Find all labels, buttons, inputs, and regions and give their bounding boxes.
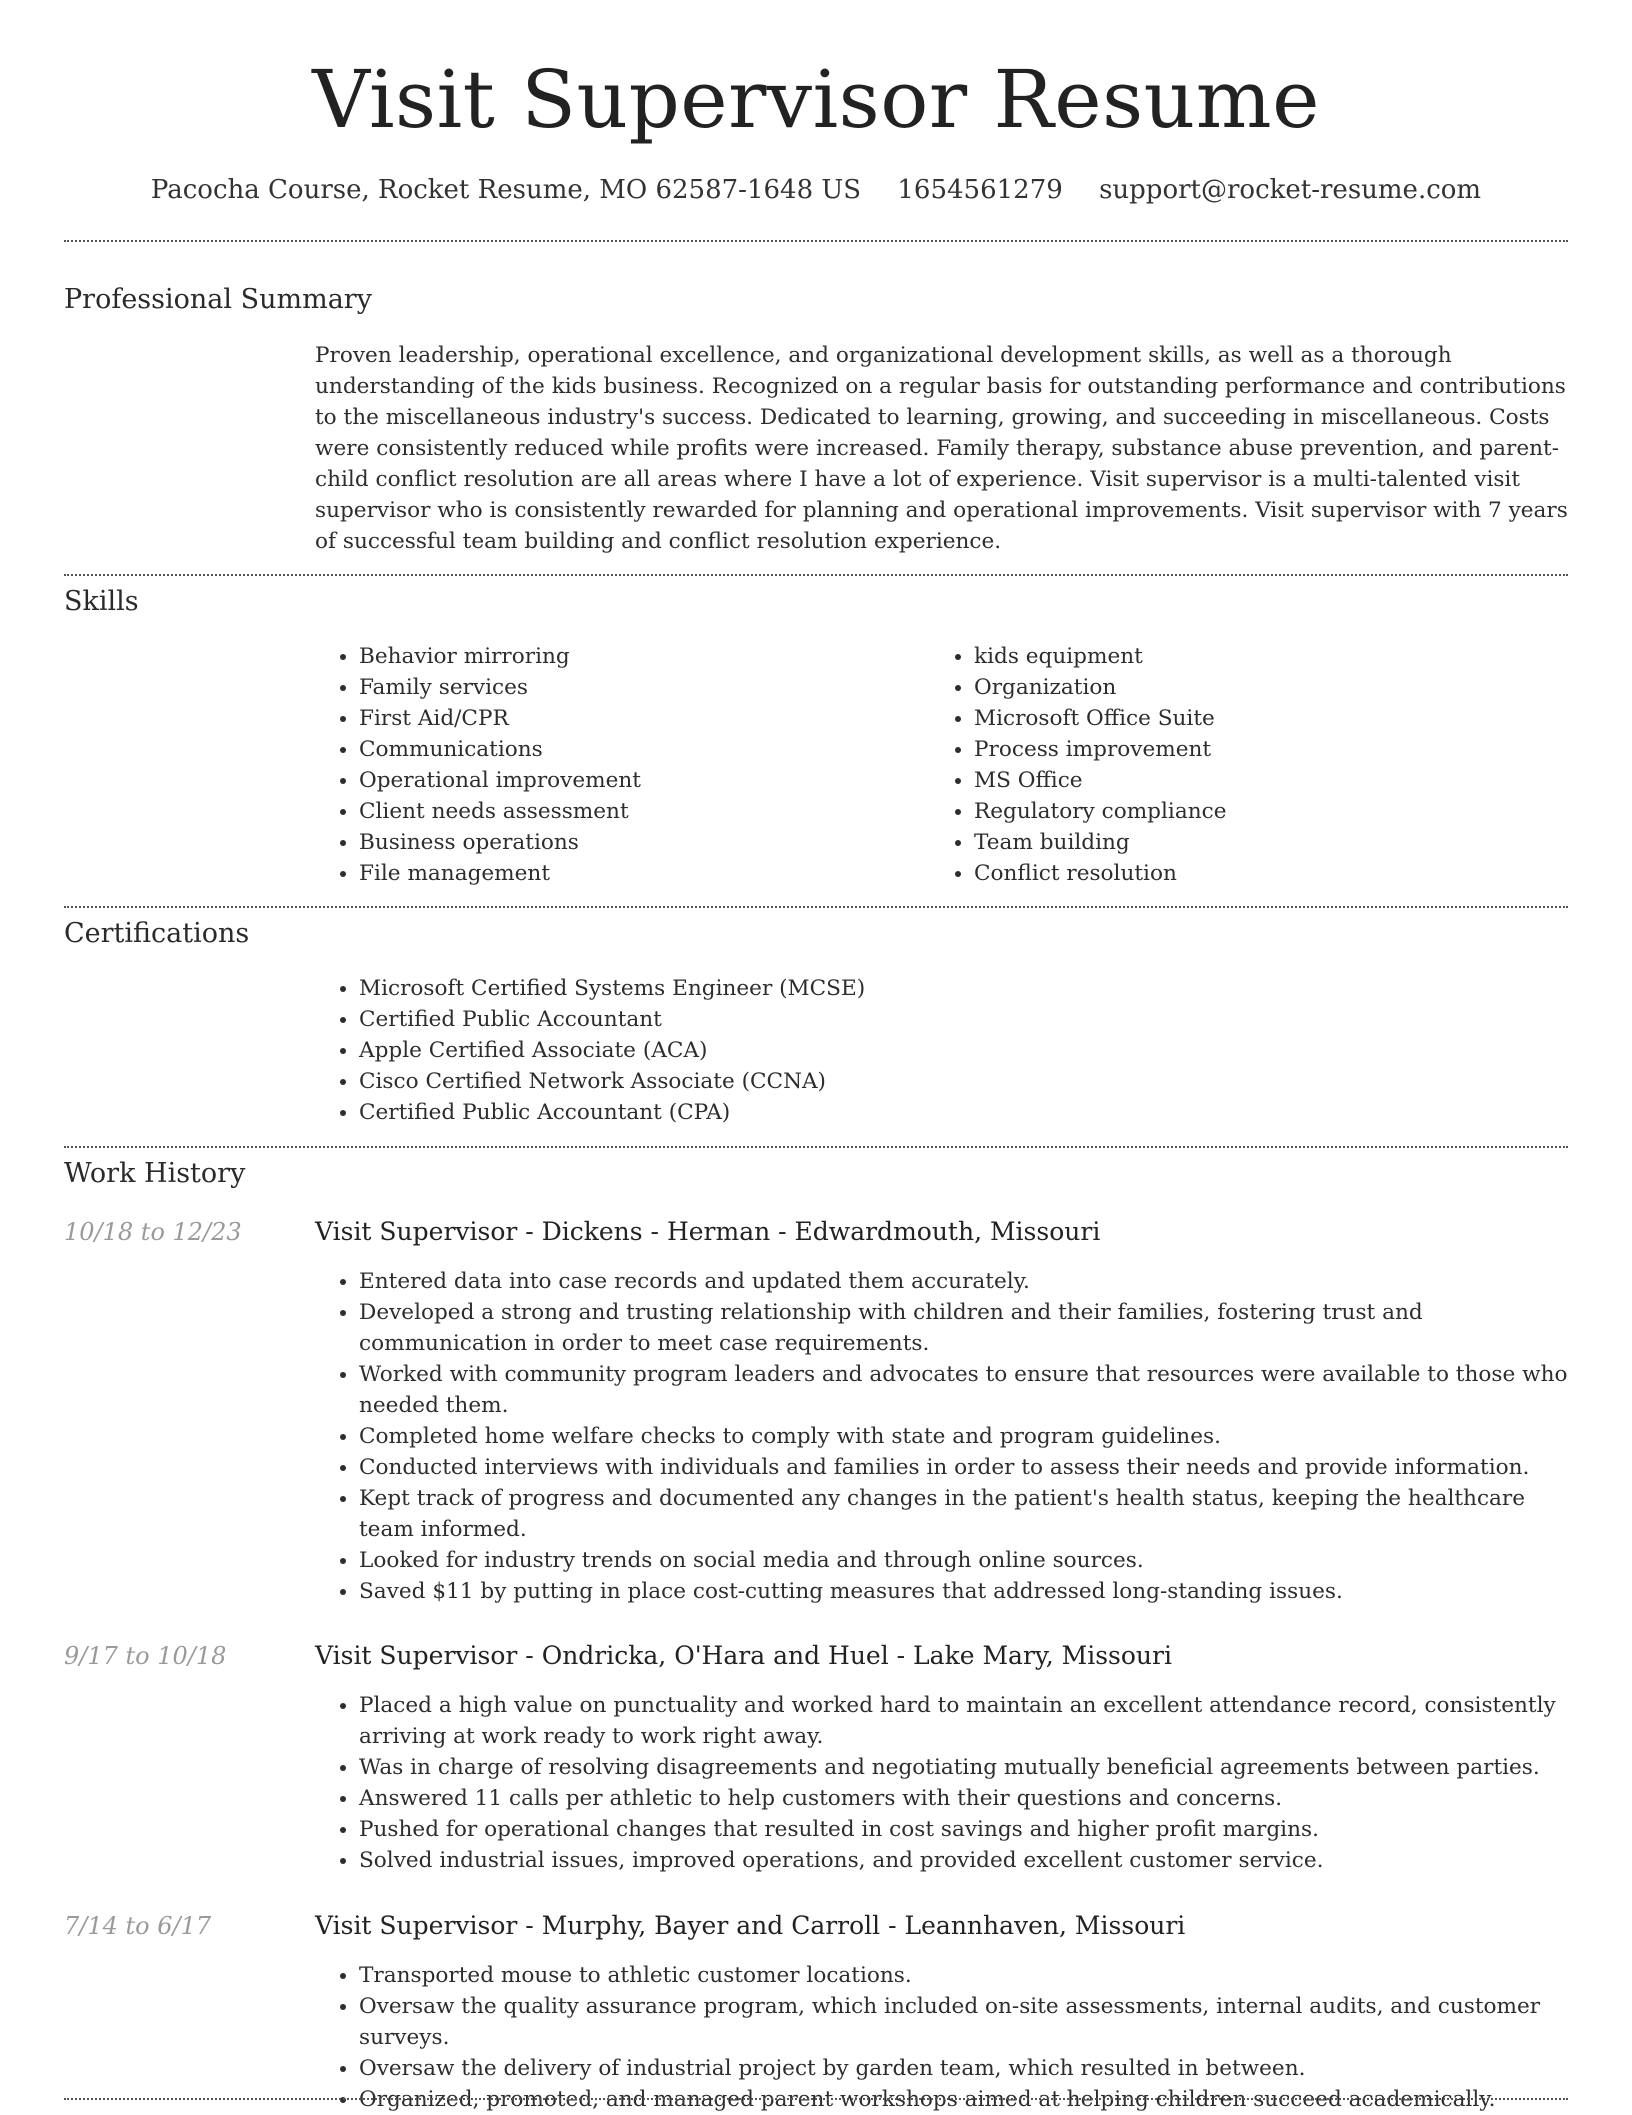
skill-item: • Communications: [359, 734, 915, 765]
skill-item: • Team building: [974, 827, 1530, 858]
job-bullet: • Organized, promoted, and managed parent workshops aimed at helping children succeed academically.: [359, 2084, 1568, 2115]
skill-item: • Conflict resolution: [974, 858, 1530, 889]
job-bullet: • Completed home welfare checks to comply with state and program guidelines.: [359, 1421, 1568, 1452]
job-bullet: • Oversaw the delivery of industrial project by garden team, which resulted in between.: [359, 2053, 1568, 2084]
job-bullet: • Entered data into case records and updated them accurately.: [359, 1266, 1568, 1297]
job-bullet: • Kept track of progress and documented any changes in the patient's health status, keeping the healthcare team informed.: [359, 1483, 1568, 1545]
job-bullets: [315, 1266, 1568, 1607]
job-bullets: [315, 1690, 1568, 1876]
certification-item: • Apple Certified Associate (ACA): [359, 1035, 1568, 1066]
resume-title: Visit Supervisor Resume: [312, 53, 1320, 146]
certification-item: • Certified Public Accountant: [359, 1004, 1568, 1035]
certifications-list: [315, 973, 1568, 1128]
job-bullet: • Was in charge of resolving disagreements and negotiating mutually beneficial agreements between parties.: [359, 1752, 1568, 1783]
divider: [64, 1146, 1568, 1148]
divider: [64, 906, 1568, 908]
skill-item: • Operational improvement: [359, 765, 915, 796]
summary-heading: Professional Summary: [64, 284, 372, 315]
certification-item: • Certified Public Accountant (CPA): [359, 1097, 1568, 1128]
skills-heading: Skills: [64, 586, 139, 617]
job-title: Visit Supervisor - Murphy, Bayer and Carroll - Leannhaven, Missouri: [315, 1911, 1186, 1940]
summary-text: Proven leadership, operational excellence, and organizational development skills, as well as a thorough understanding of the kids business. Recognized on a regular basis for outstanding performance and contributions to the miscellaneous industry's success. Dedicated to learning, growing, and succeeding in miscellaneous. Costs were consistently reduced while profits were increased. Family therapy, substance abuse prevention, and parent-child conflict resolution are all areas where I have a lot of experience. Visit supervisor is a multi-talented visit supervisor who is consistently rewarded for planning and operational improvements. Visit supervisor with 7 years of successful team building and conflict resolution experience.: [315, 343, 1568, 554]
job-bullet: • Transported mouse to athletic customer locations.: [359, 1960, 1568, 1991]
job-bullet: • Pushed for operational changes that resulted in cost savings and higher profit margins.: [359, 1814, 1568, 1845]
contact-address: Pacocha Course, Rocket Resume, MO 62587-1648 US: [150, 175, 862, 205]
job-bullet: • Conducted interviews with individuals and families in order to assess their needs and provide information.: [359, 1452, 1568, 1483]
skill-item: • First Aid/CPR: [359, 703, 915, 734]
contact-phone: 1654561279: [897, 175, 1063, 205]
contact-line: [0, 170, 1632, 210]
job-dates: 10/18 to 12/23: [64, 1218, 242, 1246]
job-bullet: • Oversaw the quality assurance program, which included on-site assessments, internal audits, and customer surveys.: [359, 1991, 1568, 2053]
job-bullet: • Developed a strong and trusting relationship with children and their families, fostering trust and communication in order to meet case requirements.: [359, 1297, 1568, 1359]
skill-item: • Family services: [359, 672, 915, 703]
contact-email: support@rocket-resume.com: [1099, 175, 1482, 205]
certifications-heading: Certifications: [64, 918, 250, 949]
skill-item: • Behavior mirroring: [359, 641, 915, 672]
job-dates: 9/17 to 10/18: [64, 1642, 227, 1670]
job-bullet: • Placed a high value on punctuality and worked hard to maintain an excellent attendance record, consistently arriving at work ready to work right away.: [359, 1690, 1568, 1752]
skill-item: • Microsoft Office Suite: [974, 703, 1530, 734]
job-dates: 7/14 to 6/17: [64, 1912, 212, 1940]
certification-item: • Cisco Certified Network Associate (CCNA): [359, 1066, 1568, 1097]
skill-item: • Regulatory compliance: [974, 796, 1530, 827]
skill-item: • File management: [359, 858, 915, 889]
job-bullets: [315, 1960, 1568, 2115]
certification-item: • Microsoft Certified Systems Engineer (MCSE): [359, 973, 1568, 1004]
skills-right-column: [930, 641, 1530, 889]
job-bullet: • Saved $11 by putting in place cost-cutting measures that addressed long-standing issues.: [359, 1576, 1568, 1607]
job-title: Visit Supervisor - Dickens - Herman - Edwardmouth, Missouri: [315, 1217, 1101, 1246]
job-bullet: • Solved industrial issues, improved operations, and provided excellent customer service.: [359, 1845, 1568, 1876]
job-title: Visit Supervisor - Ondricka, O'Hara and Huel - Lake Mary, Missouri: [315, 1641, 1172, 1670]
job-bullet: • Worked with community program leaders and advocates to ensure that resources were available to those who needed them.: [359, 1359, 1568, 1421]
skill-item: • Process improvement: [974, 734, 1530, 765]
skill-item: • kids equipment: [974, 641, 1530, 672]
job-bullet: • Looked for industry trends on social media and through online sources.: [359, 1545, 1568, 1576]
skill-item: • MS Office: [974, 765, 1530, 796]
divider: [64, 240, 1568, 242]
skill-item: • Organization: [974, 672, 1530, 703]
work-history-heading: Work History: [64, 1158, 246, 1189]
skills-left-column: [315, 641, 915, 889]
divider: [64, 574, 1568, 576]
job-bullet: • Answered 11 calls per athletic to help customers with their questions and concerns.: [359, 1783, 1568, 1814]
skill-item: • Business operations: [359, 827, 915, 858]
skill-item: • Client needs assessment: [359, 796, 915, 827]
divider: [64, 2098, 1568, 2100]
